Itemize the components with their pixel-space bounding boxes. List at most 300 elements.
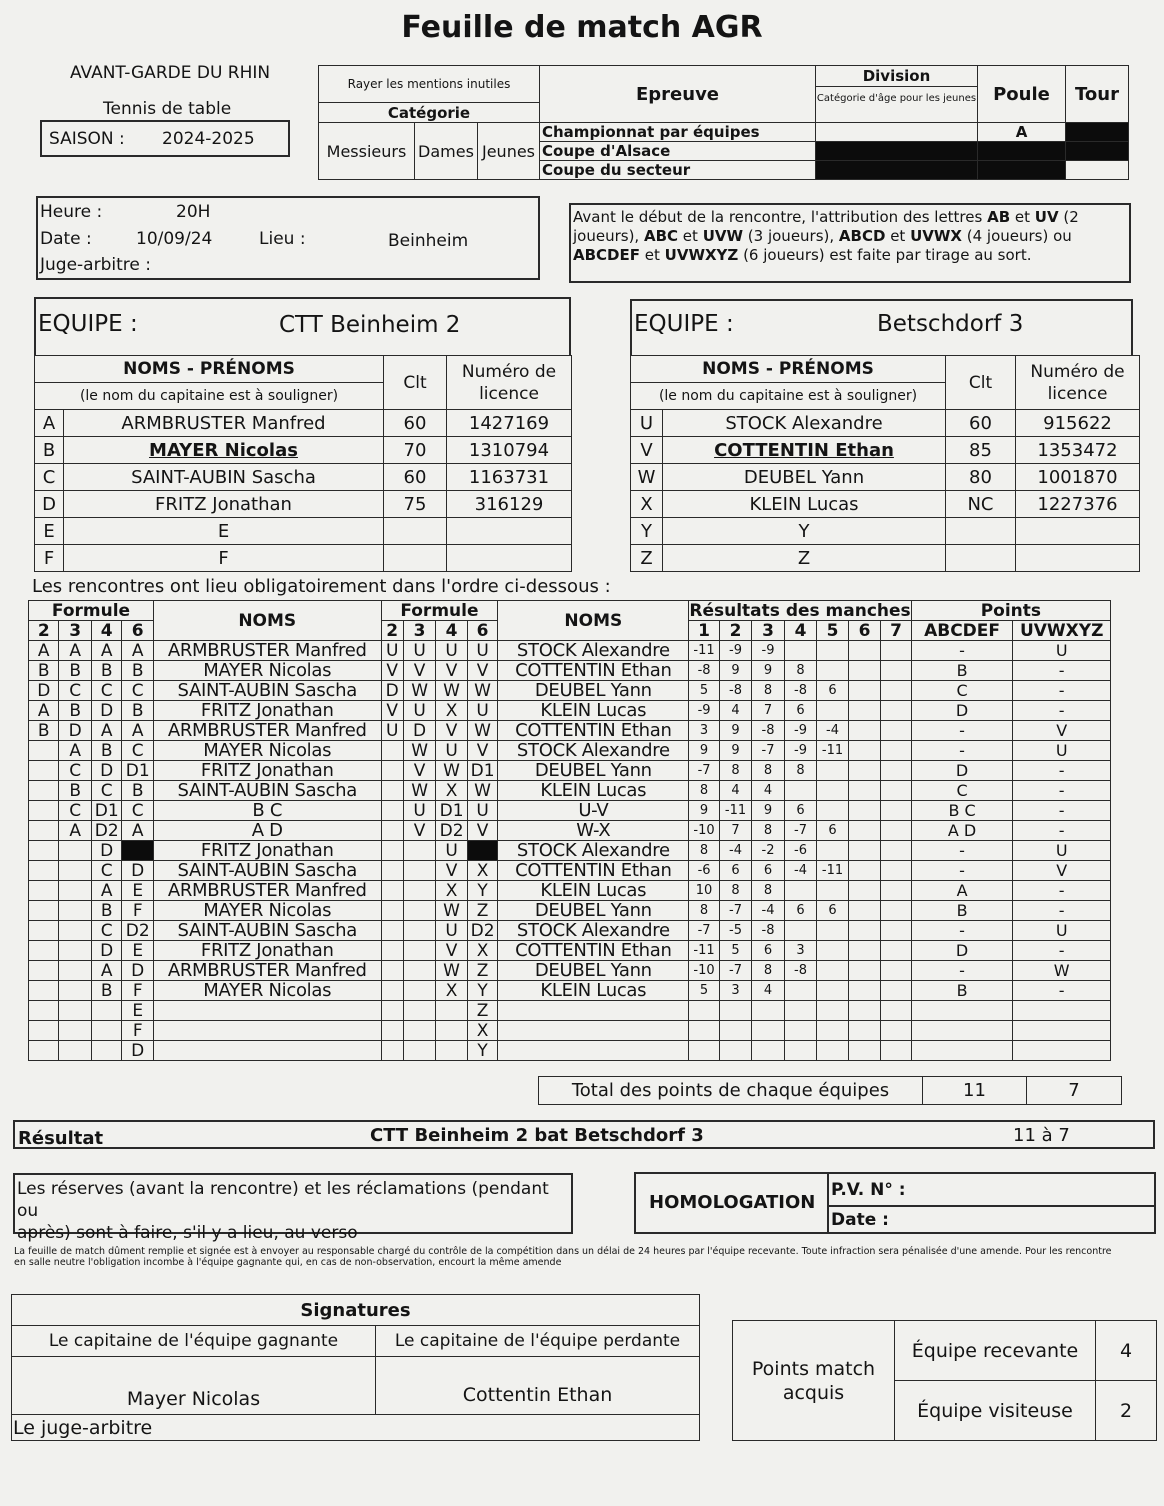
player-licence: 1427169: [447, 410, 572, 437]
home-player-name: [153, 1021, 381, 1041]
left-formule-cell: D: [122, 1041, 154, 1061]
right-formule-cell: [381, 741, 403, 761]
heure-value: 20H: [176, 202, 211, 222]
set-score: 6: [817, 821, 848, 841]
home-player-name: MAYER Nicolas: [153, 661, 381, 681]
player-name: COTTENTIN Ethan: [663, 437, 946, 464]
set-score: [881, 1041, 912, 1061]
player-name: STOCK Alexandre: [663, 410, 946, 437]
set-score: 3: [719, 981, 752, 1001]
away-team-points-label: Équipe visiteuse: [895, 1381, 1096, 1441]
right-formule-cell: Y: [467, 1041, 498, 1061]
home-player-row: [35, 437, 572, 464]
player-clt: [384, 518, 447, 545]
right-formule-cell: X: [467, 941, 498, 961]
set-score: [817, 1021, 848, 1041]
away-point: [1013, 1001, 1111, 1021]
set-score: [848, 701, 881, 721]
winner-captain-label: Le capitaine de l'équipe gagnante: [12, 1326, 376, 1357]
set-score: [848, 1041, 881, 1061]
set-score: [848, 901, 881, 921]
away-player-name: W-X: [498, 821, 689, 841]
signatures-table: [11, 1294, 700, 1441]
home-player-name: SAINT-AUBIN Sascha: [153, 861, 381, 881]
right-formule-cell: X: [436, 981, 467, 1001]
left-formule-cell: B: [91, 661, 121, 681]
set-score: [817, 641, 848, 661]
totals-home: 11: [923, 1077, 1027, 1105]
set-score: [881, 761, 912, 781]
set-score: -11: [719, 801, 752, 821]
left-formule-cell: [29, 1001, 59, 1021]
right-noms-head: NOMS: [498, 601, 689, 641]
set-score: 8: [719, 881, 752, 901]
player-clt: [946, 518, 1016, 545]
right-formule-cell: U: [381, 721, 403, 741]
categorie-label: Catégorie: [319, 103, 540, 123]
season-box: [40, 120, 290, 157]
result-score: 11 à 7: [1013, 1125, 1070, 1146]
cat-dames: Dames: [415, 123, 478, 180]
set-score: [848, 821, 881, 841]
set-score: 9: [752, 661, 785, 681]
away-point: [1013, 1041, 1111, 1061]
home-team-name: CTT Beinheim 2: [279, 312, 461, 338]
set-score: -8: [752, 921, 785, 941]
away-player-name: DEUBEL Yann: [498, 761, 689, 781]
away-point: V: [1013, 721, 1111, 741]
left-formule-cell: A: [29, 701, 59, 721]
set-score: -9: [784, 741, 817, 761]
homologation-date-label: Date :: [831, 1210, 889, 1230]
left-formule-cell: D1: [122, 761, 154, 781]
set-score: [719, 1041, 752, 1061]
right-formule-cell: Z: [467, 1001, 498, 1021]
set-score: 8: [752, 881, 785, 901]
player-name: FRITZ Jonathan: [64, 491, 384, 518]
set-score: [817, 1001, 848, 1021]
set-score: -9: [784, 721, 817, 741]
set-score: [848, 961, 881, 981]
right-formule-cell: [381, 901, 403, 921]
left-formule-cell: [29, 1041, 59, 1061]
right-formule-cell: U: [403, 801, 436, 821]
left-formule-cell: D: [122, 961, 154, 981]
set-score: [848, 861, 881, 881]
left-formule-cell: A: [122, 721, 154, 741]
away-point: U: [1013, 841, 1111, 861]
left-formule-cell: A: [59, 741, 92, 761]
player-licence: 1163731: [447, 464, 572, 491]
set-score: -9: [689, 701, 719, 721]
date-label: Date :: [40, 229, 92, 249]
set-score: 9: [689, 801, 719, 821]
left-formule-cell: [29, 881, 59, 901]
away-team-table: [630, 355, 1140, 572]
set-score: -8: [784, 961, 817, 981]
home-player-row: [35, 518, 572, 545]
home-player-name: B C: [153, 801, 381, 821]
player-name: SAINT-AUBIN Sascha: [64, 464, 384, 491]
away-player-row: [631, 491, 1140, 518]
set-score: [817, 701, 848, 721]
set-score: [719, 1001, 752, 1021]
set-score: [784, 981, 817, 1001]
left-formule-cell: C: [91, 921, 121, 941]
right-formule-cell: U: [467, 701, 498, 721]
epreuve-coupe-alsace: Coupe d'Alsace: [540, 142, 816, 161]
set-score: [689, 1041, 719, 1061]
left-formule-cell: D: [91, 841, 121, 861]
right-formule-cell: D1: [436, 801, 467, 821]
juge-arbitre-signature: Le juge-arbitre: [12, 1415, 700, 1441]
right-formule-cell: U: [467, 641, 498, 661]
set-score: [752, 1041, 785, 1061]
left-formule-cell: [59, 881, 92, 901]
right-formule-cell: W: [403, 741, 436, 761]
set-score: [817, 921, 848, 941]
left-formule-cell: C: [59, 761, 92, 781]
right-formule-cell: Y: [467, 881, 498, 901]
set-score: [784, 1001, 817, 1021]
right-formule-cell: V: [436, 941, 467, 961]
set-score: 5: [719, 941, 752, 961]
result-text: CTT Beinheim 2 bat Betschdorf 3: [370, 1125, 704, 1146]
match-row: [29, 901, 1111, 921]
left-formule-col: 4: [91, 621, 121, 641]
home-player-name: FRITZ Jonathan: [153, 701, 381, 721]
away-player-name: STOCK Alexandre: [498, 641, 689, 661]
away-point: -: [1013, 701, 1111, 721]
set-score: [881, 841, 912, 861]
player-letter: V: [631, 437, 663, 464]
set-score: [689, 1001, 719, 1021]
player-name: Z: [663, 545, 946, 572]
set-score: 3: [784, 941, 817, 961]
player-clt: 75: [384, 491, 447, 518]
set-score: -7: [719, 961, 752, 981]
set-score: [848, 981, 881, 1001]
fine-print-line-1: La feuille de match dûment remplie et signée est à envoyer au responsable chargé du contrôle de la compétition dans un délai de 24 heures par l'équipe recevante. Toute infraction sera pénalisée d'une amende. Pour les rencontre: [14, 1246, 1112, 1257]
reserves-box: [13, 1173, 573, 1243]
set-score: 9: [719, 721, 752, 741]
set-score: [881, 741, 912, 761]
left-formule-cell: B: [91, 741, 121, 761]
left-formule-cell: B: [59, 661, 92, 681]
set-score: [848, 741, 881, 761]
player-licence: 1001870: [1016, 464, 1140, 491]
set-score: [784, 1021, 817, 1041]
set-score: [881, 861, 912, 881]
right-formule-cell: X: [467, 1021, 498, 1041]
right-formule-cell: [436, 1041, 467, 1061]
page-title: Feuille de match AGR: [401, 10, 763, 45]
left-formule-cell: C: [91, 861, 121, 881]
home-player-name: FRITZ Jonathan: [153, 941, 381, 961]
player-letter: B: [35, 437, 64, 464]
player-name: KLEIN Lucas: [663, 491, 946, 518]
left-formule-cell: C: [122, 681, 154, 701]
left-formule-cell: B: [29, 721, 59, 741]
epreuve-championnat: Championnat par équipes: [540, 123, 816, 142]
player-clt: 60: [946, 410, 1016, 437]
set-score: [848, 781, 881, 801]
home-point: A D: [911, 821, 1013, 841]
home-point: -: [911, 741, 1013, 761]
right-formule-cell: [403, 841, 436, 861]
home-point: D: [911, 761, 1013, 781]
left-formule-cell: A: [59, 641, 92, 661]
right-formule-cell: D: [381, 681, 403, 701]
away-licence-head: Numéro de licence: [1016, 356, 1140, 410]
set-score: [881, 961, 912, 981]
match-row: [29, 841, 1111, 861]
home-team-points: 4: [1096, 1321, 1157, 1381]
player-licence: [447, 518, 572, 545]
right-formule-cell: X: [436, 881, 467, 901]
home-player-name: MAYER Nicolas: [153, 981, 381, 1001]
home-point: A: [911, 881, 1013, 901]
right-formule-cell: [403, 941, 436, 961]
home-point: -: [911, 921, 1013, 941]
away-point: -: [1013, 881, 1111, 901]
set-score: -8: [689, 661, 719, 681]
home-point: -: [911, 721, 1013, 741]
juge-label: Juge-arbitre :: [40, 255, 151, 275]
away-player-name: U-V: [498, 801, 689, 821]
left-formule-cell: D2: [91, 821, 121, 841]
right-formule-cell: Z: [467, 901, 498, 921]
player-licence: 915622: [1016, 410, 1140, 437]
match-row: [29, 981, 1111, 1001]
note-line-2: joueurs), ABC et UVW (3 joueurs), ABCD et UVWX (4 joueurs) ou: [573, 227, 1072, 245]
right-formule-cell: [403, 861, 436, 881]
set-score: [881, 1021, 912, 1041]
right-formule-cell: W: [403, 781, 436, 801]
away-player-name: COTTENTIN Ethan: [498, 721, 689, 741]
set-score: -8: [719, 681, 752, 701]
left-formule-cell: [59, 1021, 92, 1041]
right-formule-cell: V: [381, 661, 403, 681]
blackout-2: [978, 142, 1066, 161]
set-score: 8: [784, 661, 817, 681]
match-row: [29, 641, 1111, 661]
season-label: SAISON :: [49, 129, 125, 149]
home-clt-head: Clt: [384, 356, 447, 410]
home-point: [911, 1021, 1013, 1041]
match-row: [29, 741, 1111, 761]
home-player-name: FRITZ Jonathan: [153, 761, 381, 781]
right-formule-cell: [403, 981, 436, 1001]
right-formule-cell: V: [436, 721, 467, 741]
poule-value: A: [978, 123, 1066, 142]
match-row: [29, 1021, 1111, 1041]
right-formule-cell: U: [436, 741, 467, 761]
left-formule-cell: [59, 1001, 92, 1021]
set-score: [817, 761, 848, 781]
set-col: 4: [784, 621, 817, 641]
away-player-name: [498, 1021, 689, 1041]
right-formule-cell: U: [403, 701, 436, 721]
homologation-divider: [827, 1174, 829, 1232]
home-point: B: [911, 981, 1013, 1001]
left-formule-cell: [59, 921, 92, 941]
away-player-name: KLEIN Lucas: [498, 701, 689, 721]
away-team-points: 2: [1096, 1381, 1157, 1441]
right-formule-cell: D2: [436, 821, 467, 841]
set-col: 3: [752, 621, 785, 641]
set-score: -7: [719, 901, 752, 921]
player-clt: 85: [946, 437, 1016, 464]
player-licence: 1227376: [1016, 491, 1140, 518]
away-point: -: [1013, 941, 1111, 961]
home-player-name: SAINT-AUBIN Sascha: [153, 681, 381, 701]
set-score: 8: [752, 761, 785, 781]
home-point: -: [911, 961, 1013, 981]
right-formule-cell: W: [436, 961, 467, 981]
left-formule-cell: D1: [91, 801, 121, 821]
away-point: -: [1013, 761, 1111, 781]
away-point: U: [1013, 641, 1111, 661]
tour-label: Tour: [1066, 66, 1129, 123]
player-letter: X: [631, 491, 663, 518]
signatures-title: Signatures: [12, 1295, 700, 1326]
home-noms-head: NOMS - PRÉNOMS: [35, 356, 384, 383]
set-col: 7: [881, 621, 912, 641]
home-player-name: ARMBRUSTER Manfred: [153, 961, 381, 981]
home-player-row: [35, 545, 572, 572]
right-formule-cell: [403, 1001, 436, 1021]
set-score: -8: [752, 721, 785, 741]
home-point: [911, 1001, 1013, 1021]
set-score: 3: [689, 721, 719, 741]
right-formule-cell: W: [467, 681, 498, 701]
match-row: [29, 661, 1111, 681]
set-score: -2: [752, 841, 785, 861]
set-score: [817, 961, 848, 981]
season-value: 2024-2025: [162, 129, 255, 149]
tour-blackout: [1066, 123, 1129, 142]
set-score: 5: [689, 981, 719, 1001]
set-score: [817, 881, 848, 901]
player-licence: 1353472: [1016, 437, 1140, 464]
set-score: 6: [752, 941, 785, 961]
matches-table: [28, 600, 1111, 1061]
set-score: [784, 781, 817, 801]
set-score: -7: [752, 741, 785, 761]
right-formule-col: 2: [381, 621, 403, 641]
player-letter: Y: [631, 518, 663, 545]
right-formule-cell: U: [436, 921, 467, 941]
set-score: -8: [784, 681, 817, 701]
player-letter: F: [35, 545, 64, 572]
away-point: W: [1013, 961, 1111, 981]
home-point: D: [911, 941, 1013, 961]
set-score: [881, 921, 912, 941]
player-licence: 316129: [447, 491, 572, 518]
away-player-name: COTTENTIN Ethan: [498, 661, 689, 681]
right-formule-cell: U: [467, 801, 498, 821]
away-clt-head: Clt: [946, 356, 1016, 410]
set-score: 4: [752, 781, 785, 801]
left-formule-cell: [59, 901, 92, 921]
left-formule-cell: D: [91, 761, 121, 781]
left-formule-cell: D: [122, 861, 154, 881]
away-player-name: KLEIN Lucas: [498, 981, 689, 1001]
left-formule-cell: [29, 901, 59, 921]
set-score: [881, 901, 912, 921]
left-formule-cell: [91, 1021, 121, 1041]
left-formule-cell: [29, 981, 59, 1001]
away-team-header: [630, 299, 1133, 355]
left-formule-cell: [29, 801, 59, 821]
right-formule-cell: D1: [467, 761, 498, 781]
player-name: Y: [663, 518, 946, 545]
set-score: [881, 661, 912, 681]
points-home-col: ABCDEF: [911, 621, 1013, 641]
left-formule-cell: [59, 1041, 92, 1061]
away-point: -: [1013, 681, 1111, 701]
player-clt: 60: [384, 464, 447, 491]
totals-table: [538, 1076, 1122, 1105]
away-player-name: DEUBEL Yann: [498, 961, 689, 981]
right-formule-cell: D: [403, 721, 436, 741]
home-player-row: [35, 491, 572, 518]
player-licence: 1310794: [447, 437, 572, 464]
set-score: -4: [752, 901, 785, 921]
set-score: -6: [689, 861, 719, 881]
set-score: [817, 841, 848, 861]
match-row: [29, 961, 1111, 981]
right-formule-cell: V: [403, 661, 436, 681]
away-point: U: [1013, 921, 1111, 941]
right-formule-cell: [403, 961, 436, 981]
set-score: [848, 941, 881, 961]
set-score: [848, 641, 881, 661]
away-player-row: [631, 464, 1140, 491]
player-licence: [447, 545, 572, 572]
set-score: [881, 681, 912, 701]
right-formule-cell: X: [467, 861, 498, 881]
loser-captain-label: Le capitaine de l'équipe perdante: [376, 1326, 700, 1357]
home-point: B: [911, 901, 1013, 921]
set-score: 8: [719, 761, 752, 781]
left-formule-cell: D: [29, 681, 59, 701]
left-formule-cell: E: [122, 881, 154, 901]
set-score: [848, 841, 881, 861]
set-score: [817, 781, 848, 801]
points-match-table: [732, 1320, 1157, 1441]
right-formule-col: 3: [403, 621, 436, 641]
left-formule-cell: [29, 741, 59, 761]
set-score: [881, 941, 912, 961]
set-score: -11: [817, 741, 848, 761]
right-formule-cell: U: [381, 641, 403, 661]
set-score: -10: [689, 821, 719, 841]
set-score: [881, 881, 912, 901]
set-score: -7: [689, 761, 719, 781]
left-formule-cell: [29, 781, 59, 801]
player-letter: W: [631, 464, 663, 491]
left-formule-cell: B: [59, 701, 92, 721]
fine-print: [14, 1246, 1159, 1268]
set-score: [848, 721, 881, 741]
left-formule-cell: B: [59, 781, 92, 801]
home-player-name: A D: [153, 821, 381, 841]
home-player-name: MAYER Nicolas: [153, 741, 381, 761]
set-col: 6: [848, 621, 881, 641]
right-formule-cell: V: [436, 861, 467, 881]
